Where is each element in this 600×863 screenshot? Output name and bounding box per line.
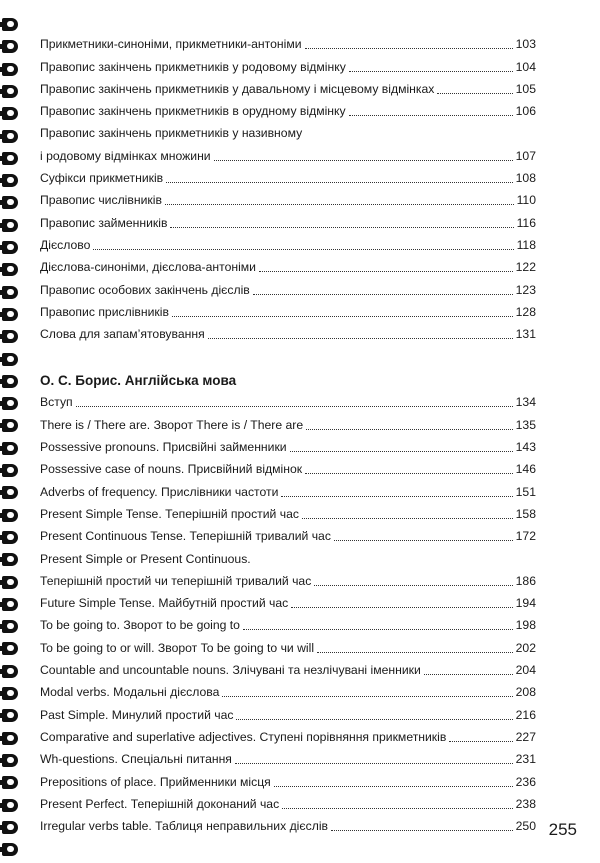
toc-entry-title: Adverbs of frequency. Прислівники частоти (40, 484, 279, 499)
binding-ring (2, 776, 18, 789)
dot-leader (214, 160, 513, 161)
toc-entry-page: 202 (515, 640, 536, 655)
binding-ring (2, 196, 18, 209)
toc-entry-page: 146 (515, 462, 536, 477)
toc-entry-title: Правопис прислівників (40, 304, 169, 319)
toc-entry-page: 236 (515, 774, 536, 789)
dot-leader (274, 786, 513, 787)
toc-entry (40, 75, 536, 97)
dot-leader (449, 741, 512, 742)
toc-entry-title: Irregular verbs table. Таблиця неправильних дієслів (40, 819, 328, 834)
toc-entry-page: 151 (515, 484, 536, 499)
toc-entry-page: 172 (515, 529, 536, 544)
toc-entry (40, 611, 536, 633)
binding-ring (2, 642, 18, 655)
toc-entry-page: 118 (516, 237, 536, 252)
toc-entry (40, 231, 536, 253)
binding-ring (2, 152, 18, 165)
binding-ring (2, 553, 18, 566)
toc-entry-page: 131 (515, 327, 536, 342)
toc-entry-title: Правопис особових закінчень дієслів (40, 282, 250, 297)
toc-entry (40, 500, 536, 522)
dot-leader (235, 763, 513, 764)
toc-entry-page: 110 (516, 193, 536, 208)
binding-ring (2, 174, 18, 187)
binding-ring (2, 509, 18, 522)
binding-ring (2, 576, 18, 589)
toc-entry-page: 208 (515, 685, 536, 700)
toc-entry-title: Теперішній простий чи теперішній тривалий час (40, 573, 312, 588)
toc-entry-page: 158 (515, 506, 536, 521)
toc-entry (40, 455, 536, 477)
toc-entry-page: 238 (515, 796, 536, 811)
dot-leader (282, 808, 512, 809)
binding-ring (2, 687, 18, 700)
binding-ring (2, 18, 18, 31)
toc-entry-title: Слова для запам’ятовування (40, 327, 205, 342)
page-number: 255 (548, 820, 577, 839)
toc-entry (40, 410, 536, 432)
toc-entry-page: 134 (515, 395, 536, 410)
binding-ring (2, 107, 18, 120)
toc-entry-title: Правопис закінчень прикметників у родовому відмінку (40, 59, 346, 74)
binding-ring (2, 531, 18, 544)
toc-entry (40, 97, 536, 119)
toc-entry (40, 567, 536, 589)
toc-entry-page: 227 (515, 729, 536, 744)
toc-entry-title: Правопис числівників (40, 193, 162, 208)
dot-leader (93, 249, 513, 250)
toc-entry-page: 135 (515, 417, 536, 432)
toc-entry-title: Modal verbs. Модальні дієслова (40, 685, 220, 700)
toc-entry (40, 388, 536, 410)
toc-entry (40, 522, 536, 544)
toc-entry-title: і родовому відмінках множини (40, 148, 211, 163)
binding-ring (2, 709, 18, 722)
binding-ring (2, 419, 18, 432)
toc-entry (40, 298, 536, 320)
binding-ring (2, 754, 18, 767)
toc-entry-page: 108 (515, 171, 536, 186)
dot-leader (306, 429, 513, 430)
binding-ring (2, 821, 18, 834)
binding-ring (2, 330, 18, 343)
section-heading: О. С. Борис. Англійська мова (40, 373, 237, 389)
toc-entry-page: 103 (515, 37, 536, 52)
toc-entry-title: Countable and uncountable nouns. Злічувані та незлічувані іменники (40, 663, 421, 678)
dot-leader (259, 271, 513, 272)
toc-entry-page: 116 (516, 215, 536, 230)
binding-ring (2, 130, 18, 143)
binding-ring (2, 620, 18, 633)
dot-leader (291, 607, 512, 608)
binding-ring (2, 464, 18, 477)
toc-entry (40, 141, 536, 163)
toc-entry (40, 208, 536, 230)
binding-ring (2, 286, 18, 299)
toc-entry-page: 198 (515, 618, 536, 633)
toc-entry-title: Дієслова-синоніми, дієслова-антоніми (40, 260, 256, 275)
toc-entry-page: 106 (515, 104, 536, 119)
binding-ring (2, 442, 18, 455)
dot-leader (305, 48, 513, 49)
toc-entry (40, 767, 536, 789)
dot-leader (437, 93, 512, 94)
toc-entry (40, 678, 536, 700)
toc-entry-page: 105 (515, 81, 536, 96)
toc-entry-page: 231 (515, 752, 536, 767)
dot-leader (243, 629, 513, 630)
toc-entry (40, 633, 536, 655)
binding-ring (2, 732, 18, 745)
dot-leader (349, 71, 513, 72)
toc-entry-page: 122 (515, 260, 536, 275)
dot-leader (317, 652, 513, 653)
toc-entry (40, 119, 536, 141)
binding-ring (2, 308, 18, 321)
toc-entry-page: 194 (515, 596, 536, 611)
binding-ring (2, 598, 18, 611)
dot-leader (302, 518, 513, 519)
dot-leader (165, 204, 514, 205)
toc-entry-title: Present Continuous Tense. Теперішній тривалий час (40, 529, 331, 544)
toc-entry (40, 52, 536, 74)
spiral-binding (0, 0, 22, 863)
toc-entry (40, 812, 536, 834)
dot-leader (331, 830, 513, 831)
toc-entry-title: Правопис закінчень прикметників в орудному відмінку (40, 104, 346, 119)
toc-entry-title: Future Simple Tense. Майбутній простий час (40, 596, 289, 611)
dot-leader (208, 338, 513, 339)
toc-entry-page: 104 (515, 59, 536, 74)
binding-ring (2, 40, 18, 53)
dot-leader (334, 540, 513, 541)
toc-entry-title: Правопис закінчень прикметників у давальному і місцевому відмінках (40, 81, 435, 96)
dot-leader (290, 451, 513, 452)
toc-part-ukrainian (40, 30, 536, 342)
toc-entry-title: To be going to. Зворот to be going to (40, 618, 240, 633)
toc-entry-page: 143 (515, 440, 536, 455)
binding-ring (2, 375, 18, 388)
toc-entry (40, 700, 536, 722)
toc-entry-title: Possessive pronouns. Присвійні займенники (40, 440, 287, 455)
toc-entry (40, 186, 536, 208)
dot-leader (424, 674, 513, 675)
toc-entry (40, 253, 536, 275)
toc-entry-title: Дієслово (40, 237, 91, 252)
toc-entry-title: To be going to or will. Зворот To be going to чи will (40, 640, 315, 655)
toc-entry (40, 477, 536, 499)
dot-leader (236, 719, 512, 720)
toc-entry-page: 250 (515, 819, 536, 834)
toc-entry-title: Comparative and superlative adjectives. Ступені порівняння прикметників (40, 729, 447, 744)
dot-leader (349, 115, 513, 116)
dot-leader (281, 496, 512, 497)
toc-entry-title: Present Perfect. Теперішній доконаний час (40, 796, 280, 811)
binding-ring (2, 397, 18, 410)
dot-leader (253, 294, 513, 295)
toc-entry (40, 745, 536, 767)
binding-ring (2, 63, 18, 76)
toc-entry-title: Present Simple or Present Continuous. (40, 551, 251, 566)
toc-entry-page: 123 (515, 282, 536, 297)
toc-entry-page: 128 (515, 304, 536, 319)
toc-entry-title: There is / There are. Зворот There is / There are (40, 417, 304, 432)
dot-leader (305, 473, 513, 474)
toc-entry (40, 723, 536, 745)
toc-entry (40, 656, 536, 678)
toc-entry (40, 589, 536, 611)
toc-entry-page: 107 (515, 148, 536, 163)
toc-entry-title: Правопис закінчень прикметників у називному (40, 126, 303, 141)
binding-ring (2, 263, 18, 276)
binding-ring (2, 219, 18, 232)
toc-entry-title: Prepositions of place. Прийменники місця (40, 774, 271, 789)
binding-ring (2, 843, 18, 856)
dot-leader (76, 406, 513, 407)
binding-ring (2, 486, 18, 499)
toc-entry-page: 204 (515, 663, 536, 678)
toc-entry-title: Wh-questions. Спеціальні питання (40, 752, 232, 767)
toc-entry (40, 544, 536, 566)
toc-entry-title: Possessive case of nouns. Присвійний відмінок (40, 462, 303, 477)
toc-entry-title: Вступ (40, 395, 73, 410)
dot-leader (172, 316, 513, 317)
toc-entry-title: Правопис займенників (40, 215, 168, 230)
dot-leader (170, 227, 513, 228)
table-of-contents (40, 30, 536, 834)
toc-entry (40, 433, 536, 455)
binding-ring (2, 85, 18, 98)
toc-entry-title: Прикметники-синоніми, прикметники-антоніми (40, 37, 302, 52)
binding-ring (2, 241, 18, 254)
dot-leader (314, 585, 512, 586)
toc-entry-page: 216 (515, 707, 536, 722)
toc-entry-title: Суфікси прикметників (40, 171, 164, 186)
toc-part-english (40, 388, 536, 834)
binding-ring (2, 353, 18, 366)
toc-entry-page: 186 (515, 573, 536, 588)
toc-entry-title: Present Simple Tense. Теперішній простий час (40, 506, 299, 521)
toc-entry (40, 164, 536, 186)
binding-ring (2, 799, 18, 812)
toc-entry (40, 30, 536, 52)
dot-leader (166, 182, 513, 183)
dot-leader (222, 696, 512, 697)
binding-ring (2, 665, 18, 678)
toc-entry-title: Past Simple. Минулий простий час (40, 707, 234, 722)
toc-entry (40, 320, 536, 342)
toc-entry (40, 790, 536, 812)
toc-entry (40, 275, 536, 297)
